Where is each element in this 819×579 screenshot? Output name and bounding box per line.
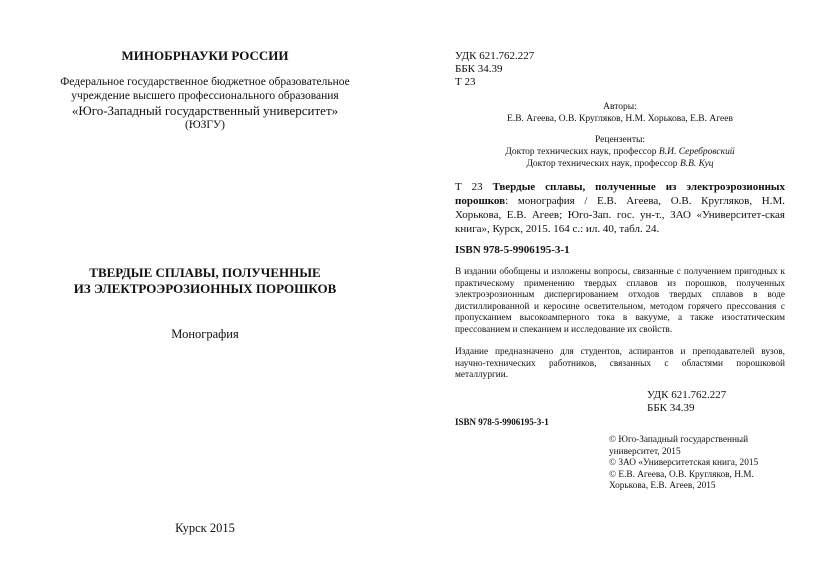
reviewer-name: В.И. Серебровский <box>658 147 735 157</box>
university-abbreviation: (ЮЗГУ) <box>184 119 226 131</box>
book-title-line: ИЗ ЭЛЕКТРОЭРОЗИОННЫХ ПОРОШКОВ <box>73 281 337 296</box>
copyright-block <box>609 435 758 493</box>
city-year: Курск 2015 <box>175 521 235 535</box>
reviewer-name: В.В. Куц <box>679 159 714 169</box>
institution-line: учреждение высшего профессионального образования <box>71 90 339 102</box>
bibliographic-record <box>455 180 785 236</box>
isbn-small: ISBN 978-5-9906195-3-1 <box>455 417 549 427</box>
book-title-line: ТВЕРДЫЕ СПЛАВЫ, ПОЛУЧЕННЫЕ <box>89 265 321 280</box>
reviewers-block <box>455 134 785 170</box>
university-name: «Юго-Западный государственный университет» <box>71 103 339 118</box>
audience-paragraph: Издание предназначено для студентов, аспирантов и преподавателей вузов, научно-технических работников, связанных с областями порошковой металлургии. <box>455 347 785 381</box>
authors-block <box>455 101 785 125</box>
copyright-line: © Юго-Западный государственный <box>609 435 749 445</box>
isbn-main: ISBN 978-5-9906195-3-1 <box>455 244 570 256</box>
genre-label: Монография <box>171 327 239 341</box>
abstract-paragraph: В издании обобщены и изложены вопросы, связанные с получением пригодных к практическому применению твердых сплавов из порошков, полученных электроэрозионным диспергированием отходов твердых сплавов в воде дистиллированной и керосине осветительном, методом горячего прессования с пропусканием высокоамперного тока в вакууме, а также изостатическим прессованием и спеканием и исследование их свойств. <box>455 267 785 335</box>
reviewer-title: Доктор технических наук, профессор <box>526 159 680 169</box>
right-page <box>410 0 819 579</box>
classification-block <box>455 50 534 89</box>
institution-block <box>0 75 410 132</box>
bbk-code: ББК 34.39 <box>455 63 503 75</box>
ministry-heading: МИНОБРНАУКИ РОССИИ <box>121 48 289 63</box>
reviewer-title: Доктор технических наук, профессор <box>505 147 659 157</box>
copyright-line: © Е.В. Агеева, О.В. Кругляков, Н.М. <box>609 469 754 480</box>
reviewers-label: Рецензенты: <box>595 135 645 145</box>
biblio-title: Твердые сплавы, полученные из электроэрозионных порошков <box>455 181 785 207</box>
reviewer-line <box>455 146 785 158</box>
copyright-line: © ЗАО «Университетская книга, 2015 <box>609 458 759 469</box>
book-title <box>0 265 410 297</box>
copyright-line: университет, 2015 <box>609 446 681 457</box>
author-index: Т 23 <box>455 76 476 88</box>
institution-line: Федеральное государственное бюджетное образовательное <box>60 76 350 88</box>
authors-list: Е.В. Агеева, О.В. Кругляков, Н.М. Хорькова, Е.В. Агеев <box>507 114 733 124</box>
authors-label: Авторы: <box>603 102 637 112</box>
biblio-index: Т 23 <box>455 181 483 193</box>
copyright-line: Хорькова, Е.В. Агеев, 2015 <box>609 481 716 492</box>
biblio-details: : монография / Е.В. Агеева, О.В. Кругляков, Н.М. Хорькова, Е.В. Агеев; Юго-Зап. гос. ун-т., ЗАО «Университет-ская книга», Курск, 2015. 164 с.: ил. 40, табл. 24. <box>455 195 785 235</box>
udk-code: УДК 621.762.227 <box>455 50 535 62</box>
udk-code: УДК 621.762.227 <box>647 389 727 401</box>
classification-block-bottom <box>647 389 726 415</box>
bbk-code: ББК 34.39 <box>647 402 695 414</box>
reviewer-line <box>455 158 785 170</box>
